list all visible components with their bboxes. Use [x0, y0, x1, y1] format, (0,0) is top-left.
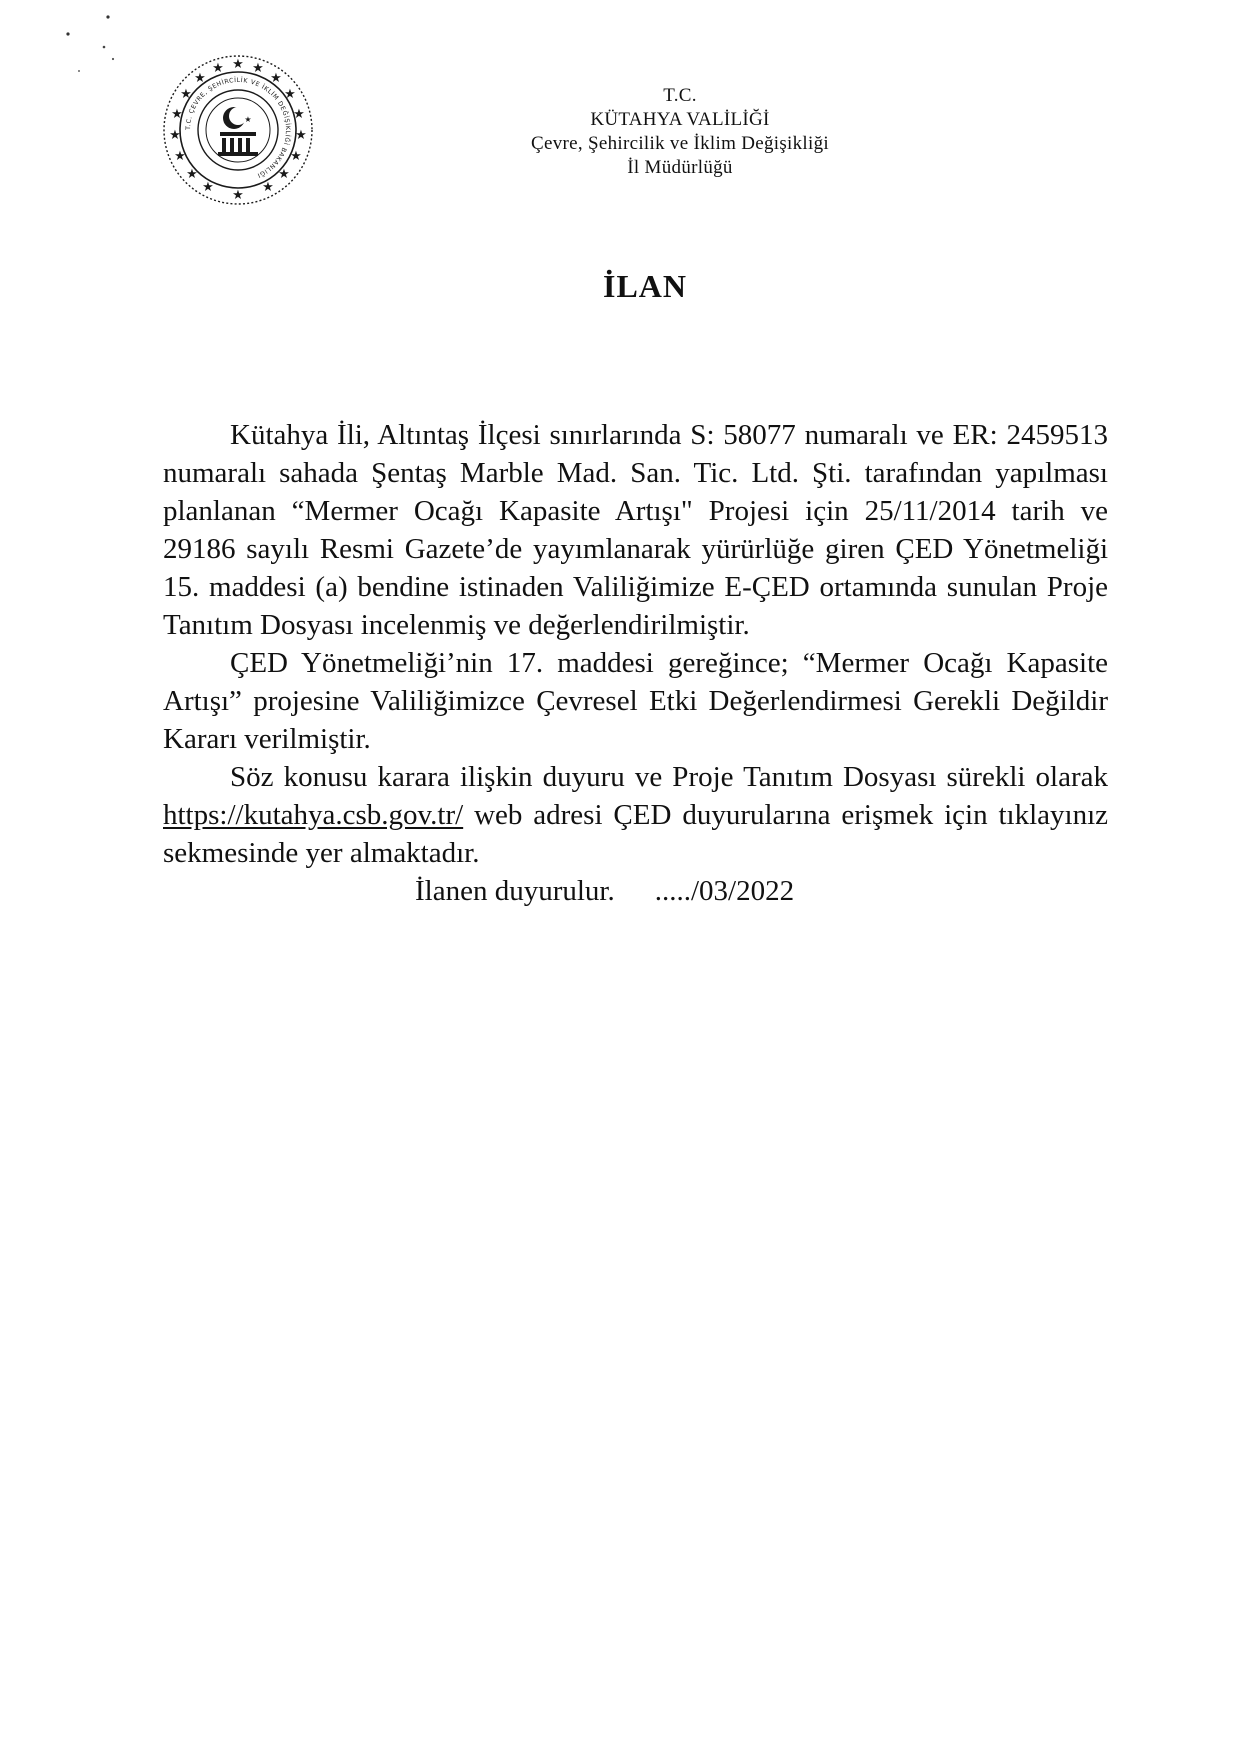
svg-text:★: ★	[171, 107, 183, 122]
svg-text:★: ★	[169, 128, 181, 143]
svg-text:★: ★	[270, 71, 282, 86]
closing-text: İlanen duyurulur.	[415, 875, 615, 907]
svg-text:★: ★	[194, 71, 206, 86]
svg-text:★: ★	[232, 188, 244, 203]
svg-text:★: ★	[290, 149, 302, 164]
announcement-date: ...../03/2022	[654, 875, 795, 907]
svg-text:★: ★	[262, 180, 274, 195]
paragraph-publication-text-after: web adresi ÇED duyurularına erişmek için tıklayınız sekmesinde yer almaktadır.	[163, 799, 1108, 869]
svg-text:★: ★	[295, 128, 307, 143]
svg-text:T.C. ÇEVRE, ŞEHİRCİLİK VE İKLİ: T.C. ÇEVRE, ŞEHİRCİLİK VE İKLİM DEĞİŞİKLİĞİ BAKANLIĞI	[184, 76, 292, 179]
header-governorship: KÜTAHYA VALİLİĞİ	[590, 109, 770, 130]
svg-text:★: ★	[174, 149, 186, 164]
paragraph-publication-text-before: Söz konusu karara ilişkin duyuru ve Proje Tanıtım Dosyası sürekli olarak	[230, 761, 1108, 793]
paragraph-decision: ÇED Yönetmeliği’nin 17. maddesi gereğince; “Mermer Ocağı Kapasite Artışı” projesine Valiliğimizce Çevresel Etki Değerlendirmesi Gerekli Değildir Kararı verilmiştir.	[163, 647, 1108, 755]
svg-text:★: ★	[202, 180, 214, 195]
header-tc: T.C.	[663, 85, 697, 106]
svg-text:★: ★	[284, 87, 296, 102]
svg-text:★: ★	[186, 167, 198, 182]
announcement-body	[163, 416, 1108, 910]
svg-text:★: ★	[278, 167, 290, 182]
ministry-seal-emblem	[160, 52, 316, 208]
institution-header	[430, 84, 930, 180]
closing-line	[163, 872, 1108, 910]
scan-specks	[0, 0, 160, 90]
svg-text:★: ★	[244, 115, 252, 124]
header-department: Çevre, Şehircilik ve İklim Değişikliği	[531, 133, 829, 154]
website-link[interactable]: https://kutahya.csb.gov.tr/	[163, 799, 464, 831]
header-directorate: İl Müdürlüğü	[627, 157, 733, 178]
svg-text:★: ★	[252, 61, 264, 76]
svg-text:★: ★	[232, 57, 244, 72]
paragraph-publication	[163, 758, 1108, 872]
document-title: İLAN	[602, 268, 687, 304]
paragraph-project-evaluation: Kütahya İli, Altıntaş İlçesi sınırlarında S: 58077 numaralı ve ER: 2459513 numaralı sahada Şentaş Marble Mad. San. Tic. Ltd. Şti. tarafından yapılması planlanan “Mermer Ocağı Kapasite Artışı" Projesi için 25/11/2014 tarih ve 29186 sayılı Resmi Gazete’de yayımlanarak yürürlüğe giren ÇED Yönetmeliği 15. maddesi (a) bendine istinaden Valiliğimize E-ÇED ortamında sunulan Proje Tanıtım Dosyası incelenmiş ve değerlendirilmiştir.	[163, 419, 1108, 641]
svg-text:★: ★	[212, 61, 224, 76]
svg-text:★: ★	[293, 107, 305, 122]
svg-text:★: ★	[180, 87, 192, 102]
